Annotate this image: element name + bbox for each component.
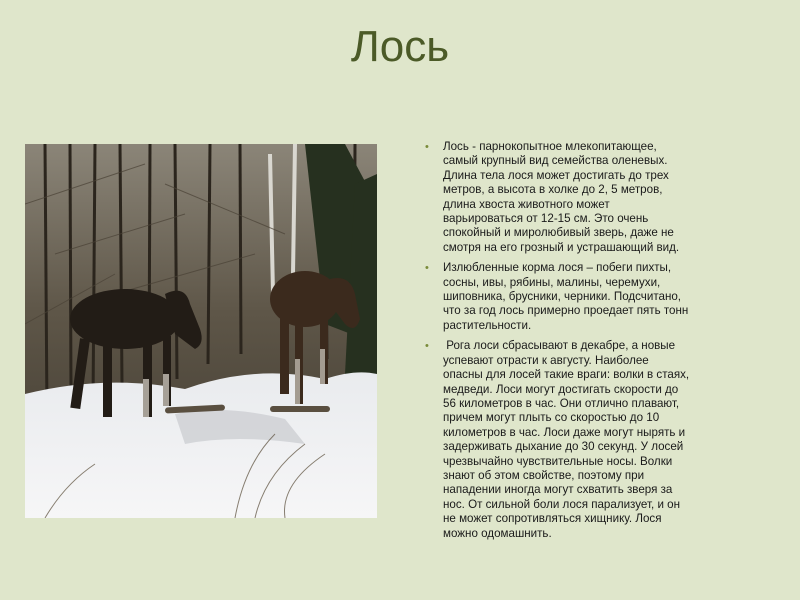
moose-illustration [25,144,377,518]
text-line: знают об этом свойстве, поэтому при [443,468,645,482]
text-line: причем могут плыть со скоростью до 10 [443,411,660,425]
text-line: опасны для лосей такие враги: волки в стаях, [443,368,690,382]
paragraph-1 [443,140,775,255]
slide-title: Лось [350,22,450,71]
list-item [425,261,775,333]
text-line: нападении иногда могут схватить зверя за [443,483,673,497]
bullet-icon: • [425,340,429,353]
list-item [425,140,775,255]
moose-photo [25,144,377,518]
text-line: медведи. Лоси могут достигать скорости до [443,382,679,396]
text-line: нос. От сильной боли лося парализует, и он [443,497,680,511]
text-line: можно одомашнить. [443,526,552,540]
text-line: Рога лоси сбрасывают в декабре, а новые [443,339,676,353]
text-line: варьироваться от 12-15 см. Это очень [443,212,649,226]
text-line: метров, а высота в холке до 2, 5 метров, [443,183,663,197]
text-line: шиповника, брусники, черники. Подсчитано, [443,290,682,304]
text-line: Длина тела лося может достигать до трех [443,168,669,182]
text-line: километров в час. Лоси даже могут нырять и [443,425,686,439]
paragraph-2 [443,261,775,333]
text-column [425,140,775,547]
list-item [425,339,775,541]
text-line: не может сопротивляться хищнику. Лося [443,512,662,526]
text-line: Лось - парнокопытное млекопитающее, [443,140,657,153]
text-line: сосны, ивы, рябины, малины, черемухи, [443,275,661,289]
text-line: растительности. [443,318,532,332]
text-line: спокойный и миролюбивый зверь, даже не [443,226,674,240]
text-line: успевают отрасти к августу. Наиболее [443,353,649,367]
paragraph-3 [443,339,775,541]
text-line: задерживать дыхание до 30 секунд. У лосей [443,440,684,454]
text-line: 56 километров в час. Они отлично плавают, [443,396,680,410]
text-line: длина хвоста животного может [443,197,610,211]
bullet-list [425,140,775,541]
text-line: смотря на его грозный и устрашающий вид. [443,240,680,254]
bullet-icon: • [425,262,429,275]
text-line: Излюбленные корма лося – побеги пихты, [443,261,672,275]
text-line: что за год лось примерно проедает пять тонн [443,304,689,318]
text-line: самый крупный вид семейства оленевых. [443,154,668,168]
bullet-icon: • [425,141,429,153]
text-line: чрезвычайно чувствительные носы. Волки [443,454,673,468]
